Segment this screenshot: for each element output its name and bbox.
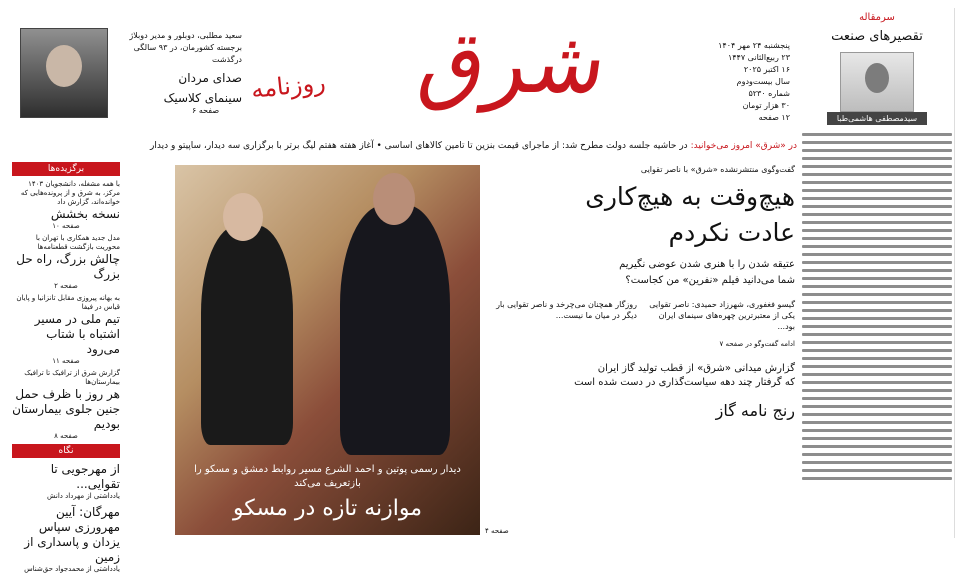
- story-column-right: گیسو فغفوری، شهرزاد حمیدی: ناصر تقوایی یکی از معتبرترین چهره‌های سینمای ایران بود...: [649, 300, 795, 331]
- sidebar-item-page: صفحه ۱۱: [52, 357, 80, 365]
- issue-pages: ۱۲ صفحه: [758, 113, 790, 122]
- sidebar-item-head: نسخه بخشش: [50, 207, 120, 221]
- promo-portrait: [20, 28, 108, 118]
- gas-report-page: صفحه ۴: [485, 527, 509, 535]
- editorial-author-photo: [840, 52, 914, 112]
- editorial-column: [800, 8, 955, 538]
- sidebar-heading: برگزیده‌ها: [12, 162, 120, 176]
- photo-headline: موازنه تازه در مسکو: [232, 496, 423, 521]
- photo-figure-right: [340, 205, 450, 455]
- issue-gregorian: ۱۶ اکتبر ۲۰۲۵: [743, 65, 790, 74]
- promo-headline-1: صدای مردان: [178, 71, 242, 85]
- issue-info: [695, 40, 790, 124]
- sidebar-item-head: هر روز با ظرف حمل جنین جلوی بیمارستان بودیم: [12, 387, 120, 431]
- story-headline-line1: هیچ‌وقت به هیچ‌کاری: [585, 182, 795, 211]
- ticker-label: در «شرق» امروز می‌خوانید:: [690, 141, 797, 151]
- editorial-kicker: سرمقاله: [859, 12, 895, 23]
- photo-caption: [185, 463, 470, 523]
- photo-figure-left: [201, 225, 293, 445]
- opinion-head: مهرگان: آیین مهرورزی سپاس یزدان و پاسداری از زمین: [24, 505, 120, 564]
- sidebar-item-small: با همه مشغله، دانشجویان ۱۴۰۳ مرکز، به شرق و از پرونده‌هایی که خوانده‌اند، گزارش داد: [20, 180, 120, 206]
- issue-number: شماره ۵۲۳۰: [748, 89, 790, 98]
- main-story[interactable]: [485, 165, 795, 535]
- main-photo[interactable]: [175, 165, 480, 535]
- story-bullets: [485, 257, 795, 289]
- promo-box[interactable]: [12, 20, 242, 130]
- story-bullet: شما می‌دانید فیلم «نفرین» من کجاست؟: [625, 275, 795, 286]
- sidebar-item-page: صفحه ۸: [54, 432, 78, 440]
- issue-price: ۳۰ هزار تومان: [742, 101, 790, 110]
- sidebar-item[interactable]: [12, 294, 120, 365]
- photo-subheadline: دیدار رسمی پوتین و احمد الشرع مسیر روابط دمشق و مسکو را بازتعریف می‌کند: [194, 464, 461, 489]
- editorial-author: سیدمصطفی هاشمی‌طبا: [827, 112, 927, 125]
- opinion-item[interactable]: [12, 462, 120, 501]
- story-body: [485, 299, 795, 332]
- masthead-logo: شرق: [412, 13, 614, 113]
- gas-report-sub: گزارش میدانی «شرق» از قطب تولید گاز ایران که گرفتار چند دهه سیاست‌گذاری در دست شده است: [574, 363, 795, 388]
- story-headline: [485, 179, 795, 251]
- sidebar-item-small: گزارش شرق از ترافیک تا ترافیک بیمارستان‌ها: [24, 369, 120, 386]
- sidebar-item[interactable]: [12, 180, 120, 230]
- issue-date: پنجشنبه ۲۴ مهر ۱۴۰۴: [718, 41, 790, 50]
- story-bullet: عتیقه شدن را با هنری شدن عوضی نگیریم: [619, 259, 795, 270]
- promo-headline-2: سینمای کلاسیک: [163, 91, 242, 105]
- photo-head-left: [223, 193, 263, 241]
- story-byline: گفت‌وگوی منتشرنشده «شرق» با ناصر تقوایی: [640, 165, 795, 174]
- sidebar-item-small: به بهانه پیروزی مقابل تانزانیا و پایان قیاس در فیفا: [16, 294, 120, 311]
- editorial-body: [800, 133, 954, 480]
- promo-text: [117, 30, 242, 106]
- issue-hijri: ۲۳ ربیع‌الثانی ۱۴۴۷: [727, 53, 790, 62]
- sidebar-item[interactable]: [12, 369, 120, 440]
- sidebar-item-small: مدل جدید همکاری با تهران با محوریت بازگشت قطعنامه‌ها: [35, 234, 120, 251]
- opinion-head: از مهرجویی تا تقوایی...: [50, 462, 120, 491]
- ticker[interactable]: [12, 138, 797, 154]
- promo-lead: سعید مطلبی، دوبلور و مدیر دوبلاژ برجسته کشورمان، در ۹۳ سالگی درگذشت: [129, 31, 242, 64]
- masthead: [245, 0, 695, 128]
- story-column-left: روزگار همچنان می‌چرخد و ناصر تقوایی بار دیگر در میان ما نیست...: [496, 300, 637, 320]
- story-continued: ادامه گفت‌وگو در صفحه ۷: [719, 340, 795, 348]
- sidebar-item-head: چالش بزرگ، راه حل بزرگ: [16, 252, 120, 281]
- story-headline-line2: عادت نکردم: [668, 218, 795, 247]
- gas-report-headline[interactable]: رنج نامه گاز: [715, 401, 795, 420]
- masthead-subtitle: روزنامه: [249, 68, 327, 104]
- promo-page: صفحه ۶: [192, 106, 220, 115]
- issue-year: سال بیست‌ودوم: [736, 77, 790, 86]
- ticker-text: در حاشیه جلسه دولت مطرح شد: از ماجرای قیمت بنزین تا تامین کالاهای اساسی • آغاز هفته هفتم لیگ برتر با برگزاری سه دیدار، ساپیتو و دیدار: [150, 141, 688, 151]
- sidebar-item[interactable]: [12, 234, 120, 290]
- photo-head-right: [373, 173, 415, 225]
- opinion-heading: نگاه: [12, 444, 120, 458]
- sidebar-item-page: صفحه ۱۰: [52, 222, 80, 230]
- opinion-author: یادداشتی از محمدجواد حق‌شناس: [24, 565, 120, 573]
- editorial-title[interactable]: تقصیرهای صنعت: [831, 29, 923, 44]
- sidebar-item-head: تیم ملی در مسیر اشتباه با شتاب می‌رود: [34, 312, 120, 356]
- sidebar-item-page: صفحه ۲: [54, 282, 78, 290]
- sidebar: [12, 162, 120, 573]
- opinion-item[interactable]: [12, 505, 120, 574]
- opinion-author: یادداشتی از مهرداد دانش: [46, 492, 120, 500]
